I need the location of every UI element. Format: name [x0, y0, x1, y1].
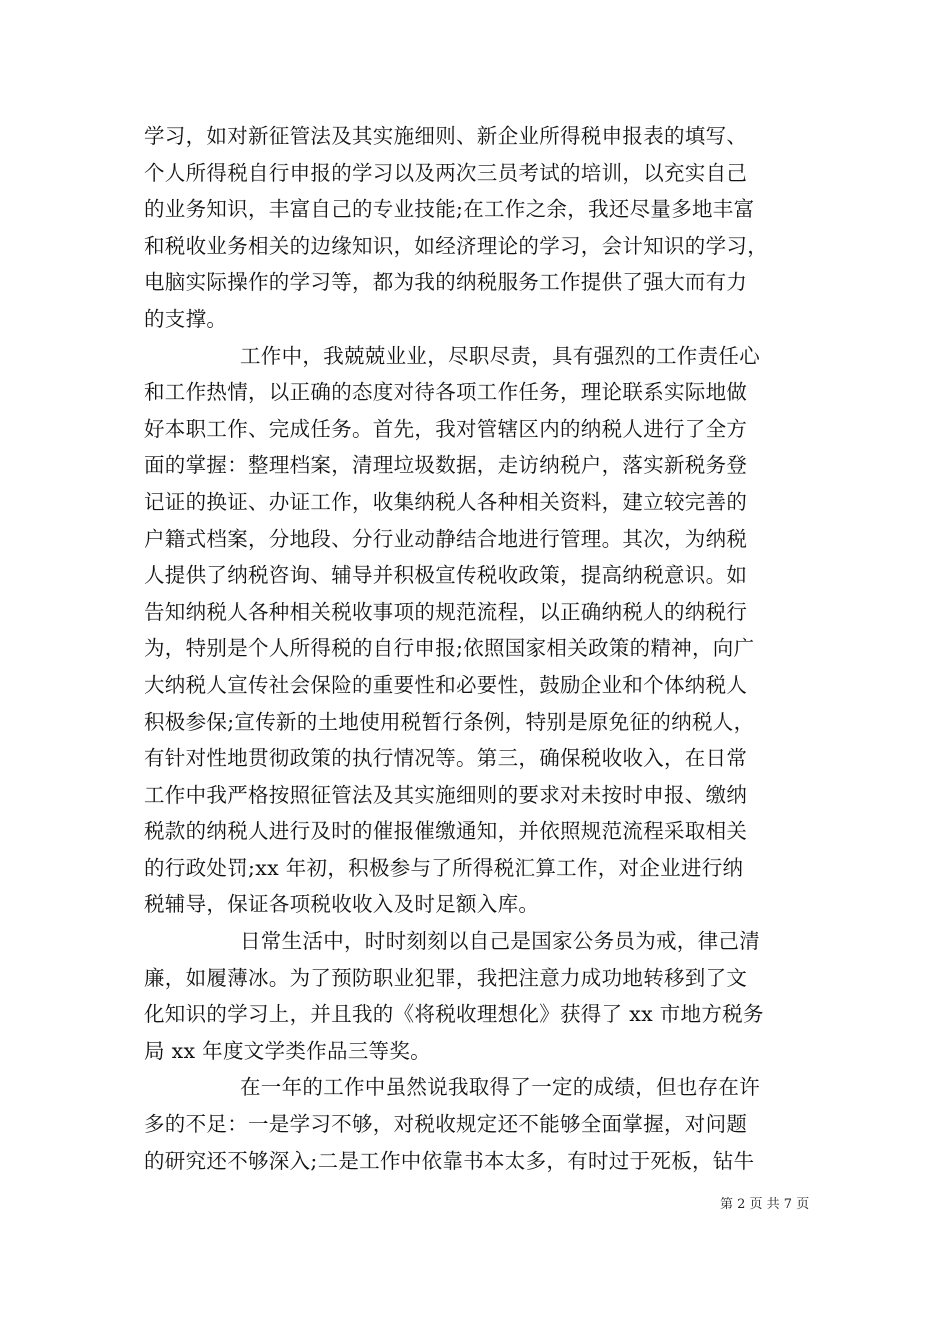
- text-line: 和税收业务相关的边缘知识，如经济理论的学习，会计知识的学习，: [144, 233, 768, 258]
- text-line: 局 xx 年度文学类作品三等奖。: [144, 1038, 431, 1063]
- text-line: 税款的纳税人进行及时的催报催缴通知，并依照规范流程采取相关: [144, 819, 748, 844]
- text-line: 工作中，我兢兢业业，尽职尽责，具有强烈的工作责任心: [240, 343, 760, 368]
- text-line: 好本职工作、完成任务。首先，我对管辖区内的纳税人进行了全方: [144, 416, 748, 441]
- paragraph-4: [144, 1069, 806, 1179]
- text-line: 有针对性地贯彻政策的执行情况等。第三，确保税收收入，在日常: [144, 746, 748, 771]
- text-line: 个人所得税自行申报的学习以及两次三员考试的培训，以充实自己: [144, 160, 748, 185]
- text-line: 的行政处罚;xx 年初，积极参与了所得税汇算工作，对企业进行纳: [144, 855, 744, 880]
- text-line: 为，特别是个人所得税的自行申报;依照国家相关政策的精神，向广: [144, 636, 755, 661]
- text-line: 面的掌握：整理档案，清理垃圾数据，走访纳税户，落实新税务登: [144, 453, 748, 478]
- text-line: 日常生活中，时时刻刻以自己是国家公务员为戒，律己清: [240, 929, 760, 954]
- paragraph-2: [144, 338, 806, 924]
- text-line: 户籍式档案，分地段、分行业动静结合地进行管理。其次，为纳税: [144, 526, 748, 551]
- page-number-footer: 第 2 页 共 7 页: [720, 1197, 810, 1212]
- text-line: 在一年的工作中虽然说我取得了一定的成绩，但也存在许: [240, 1075, 760, 1100]
- text-line: 化知识的学习上，并且我的《将税收理想化》获得了 xx 市地方税务: [144, 1002, 764, 1027]
- text-line: 学习，如对新征管法及其实施细则、新企业所得税申报表的填写、: [144, 124, 748, 148]
- text-line: 税辅导，保证各项税收收入及时足额入库。: [144, 892, 540, 917]
- text-line: 和工作热情，以正确的态度对待各项工作任务，理论联系实际地做: [144, 380, 748, 405]
- text-line: 记证的换证、办证工作，收集纳税人各种相关资料，建立较完善的: [144, 489, 748, 514]
- text-line: 的研究还不够深入;二是工作中依靠书本太多，有时过于死板，钻牛: [144, 1148, 755, 1173]
- paragraph-3: [144, 923, 806, 1069]
- text-line: 多的不足：一是学习不够，对税收规定还不能够全面掌握，对问题: [144, 1112, 748, 1137]
- text-line: 大纳税人宣传社会保险的重要性和必要性，鼓励企业和个体纳税人: [144, 672, 748, 697]
- document-body: [144, 118, 806, 1179]
- text-line: 的业务知识，丰富自己的专业技能;在工作之余，我还尽量多地丰富: [144, 197, 755, 222]
- text-line: 廉，如履薄冰。为了预防职业犯罪，我把注意力成功地转移到了文: [144, 965, 748, 990]
- text-line: 的支撑。: [144, 306, 228, 331]
- text-line: 告知纳税人各种相关税收事项的规范流程，以正确纳税人的纳税行: [144, 599, 748, 624]
- text-line: 电脑实际操作的学习等，都为我的纳税服务工作提供了强大而有力: [144, 270, 748, 295]
- paragraph-1: [144, 118, 806, 338]
- text-line: 工作中我严格按照征管法及其实施细则的要求对未按时申报、缴纳: [144, 782, 748, 807]
- text-line: 积极参保;宣传新的土地使用税暂行条例，特别是原免征的纳税人，: [144, 709, 755, 734]
- text-line: 人提供了纳税咨询、辅导并积极宣传税收政策，提高纳税意识。如: [144, 563, 748, 588]
